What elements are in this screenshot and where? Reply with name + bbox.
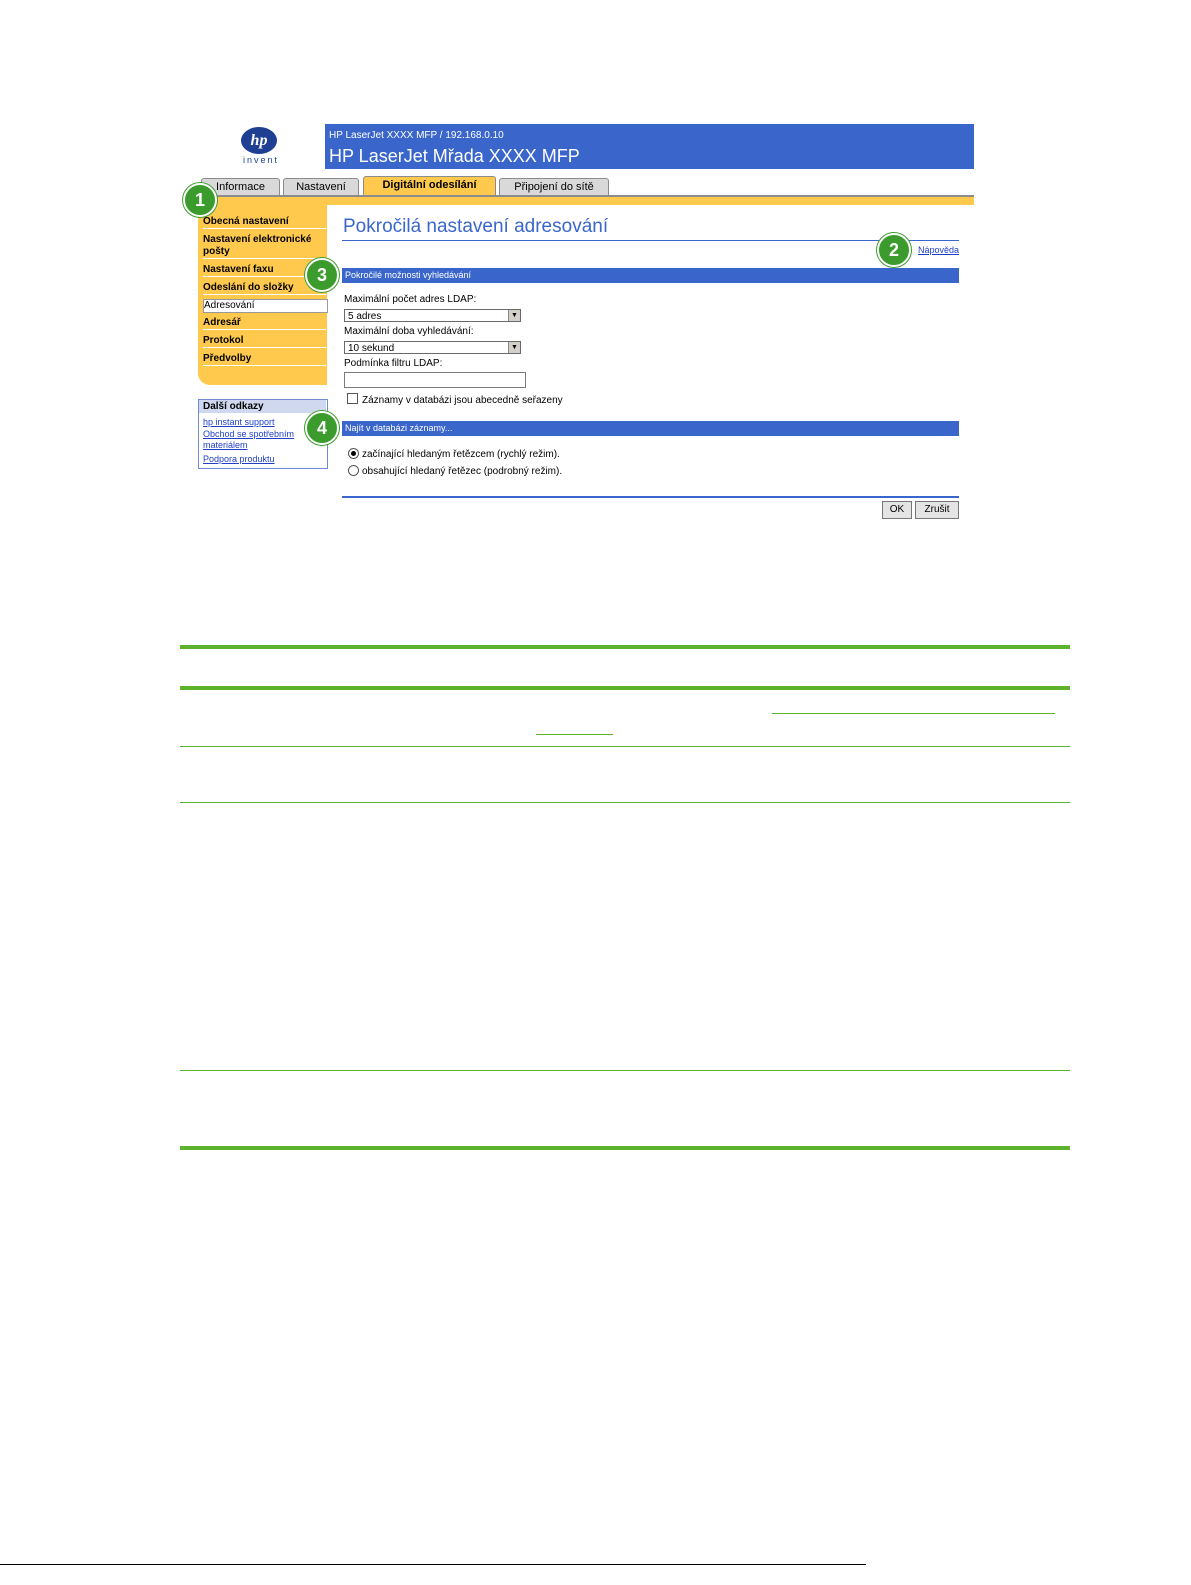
link-product-support[interactable]: Podpora produktu [203, 454, 275, 464]
radio-detailed-mode-label: obsahující hledaný řetězec (podrobný režim). [362, 466, 563, 477]
device-address: HP LaserJet XXXX MFP / 192.168.0.10 [329, 130, 504, 141]
device-title: HP LaserJet Mřada XXXX MFP [329, 146, 580, 166]
content-top-band [198, 197, 974, 205]
table-row-divider [180, 746, 1070, 747]
hp-logo [238, 127, 280, 155]
sidebar-item-email[interactable]: Nastavení elektronické pošty [203, 234, 326, 259]
chevron-down-icon[interactable]: ▼ [508, 310, 520, 321]
max-time-value: 10 sekund [348, 343, 395, 354]
max-time-select[interactable] [344, 341, 521, 354]
hp-logo-tagline: invent [242, 155, 280, 165]
link-instant-support[interactable]: hp instant support [203, 417, 275, 427]
sorted-checkbox[interactable] [347, 393, 358, 404]
table-header-rule [180, 686, 1070, 690]
callout-marker-1: 1 [183, 183, 217, 217]
max-addresses-value: 5 adres [348, 311, 382, 322]
table-link-underline [536, 734, 613, 735]
callout-marker-3: 3 [305, 258, 339, 292]
section-advanced-search: Pokročilé možnosti vyhledávání [342, 268, 959, 283]
title-underline [342, 240, 959, 241]
sidebar-item-log[interactable]: Protokol [203, 335, 326, 348]
help-link[interactable]: Nápověda [918, 245, 960, 255]
radio-fast-mode[interactable] [348, 448, 359, 459]
tab-nastaveni[interactable]: Nastavení [283, 178, 359, 196]
sidebar-item-address-book[interactable]: Adresář [203, 317, 326, 330]
other-links-title: Další odkazy [199, 400, 326, 413]
table-top-rule [180, 645, 1070, 649]
sidebar-item-preferences[interactable]: Předvolby [203, 353, 326, 366]
sorted-checkbox-label: Záznamy v databázi jsou abecedně seřazeny [362, 395, 563, 406]
tab-informace[interactable]: Informace [201, 178, 280, 196]
sidebar-item-addressing[interactable]: Adresování [203, 299, 328, 313]
tab-digital-sending[interactable]: Digitální odesílání [363, 176, 496, 197]
table-link-underline [772, 713, 1055, 714]
radio-fast-mode-label: začínající hledaným řetězcem (rychlý režim). [362, 449, 560, 460]
max-addresses-select[interactable] [344, 309, 521, 322]
max-addresses-label: Maximální počet adres LDAP: [344, 294, 477, 305]
ldap-filter-input[interactable] [344, 372, 526, 388]
callout-marker-4: 4 [305, 411, 339, 445]
link-supplies-store[interactable]: Obchod se spotřebním materiálem [203, 429, 295, 450]
callout-marker-2: 2 [877, 233, 911, 267]
table-row-divider [180, 802, 1070, 803]
page-footer-rule [0, 1564, 866, 1565]
max-time-label: Maximální doba vyhledávání: [344, 326, 474, 337]
chevron-down-icon[interactable]: ▼ [508, 342, 520, 353]
page-title: Pokročilá nastavení adresování [343, 216, 609, 237]
ok-button[interactable]: OK [882, 501, 912, 519]
sidebar-item-general[interactable]: Obecná nastavení [203, 216, 326, 229]
tab-networking[interactable]: Připojení do sítě [499, 178, 609, 196]
form-bottom-divider [342, 496, 959, 498]
cancel-button[interactable]: Zrušit [915, 501, 959, 519]
radio-detailed-mode[interactable] [348, 465, 359, 476]
table-bottom-rule [180, 1146, 1070, 1150]
hp-logo-icon: hp [241, 127, 277, 154]
section-find-records: Najít v databázi záznamy... [342, 421, 959, 436]
table-row-divider [180, 1070, 1070, 1071]
sidebar-item-send-to-folder[interactable]: Odeslání do složky [203, 282, 326, 295]
ldap-filter-label: Podmínka filtru LDAP: [344, 358, 443, 369]
sidebar-item-fax[interactable]: Nastavení faxu [203, 264, 326, 277]
